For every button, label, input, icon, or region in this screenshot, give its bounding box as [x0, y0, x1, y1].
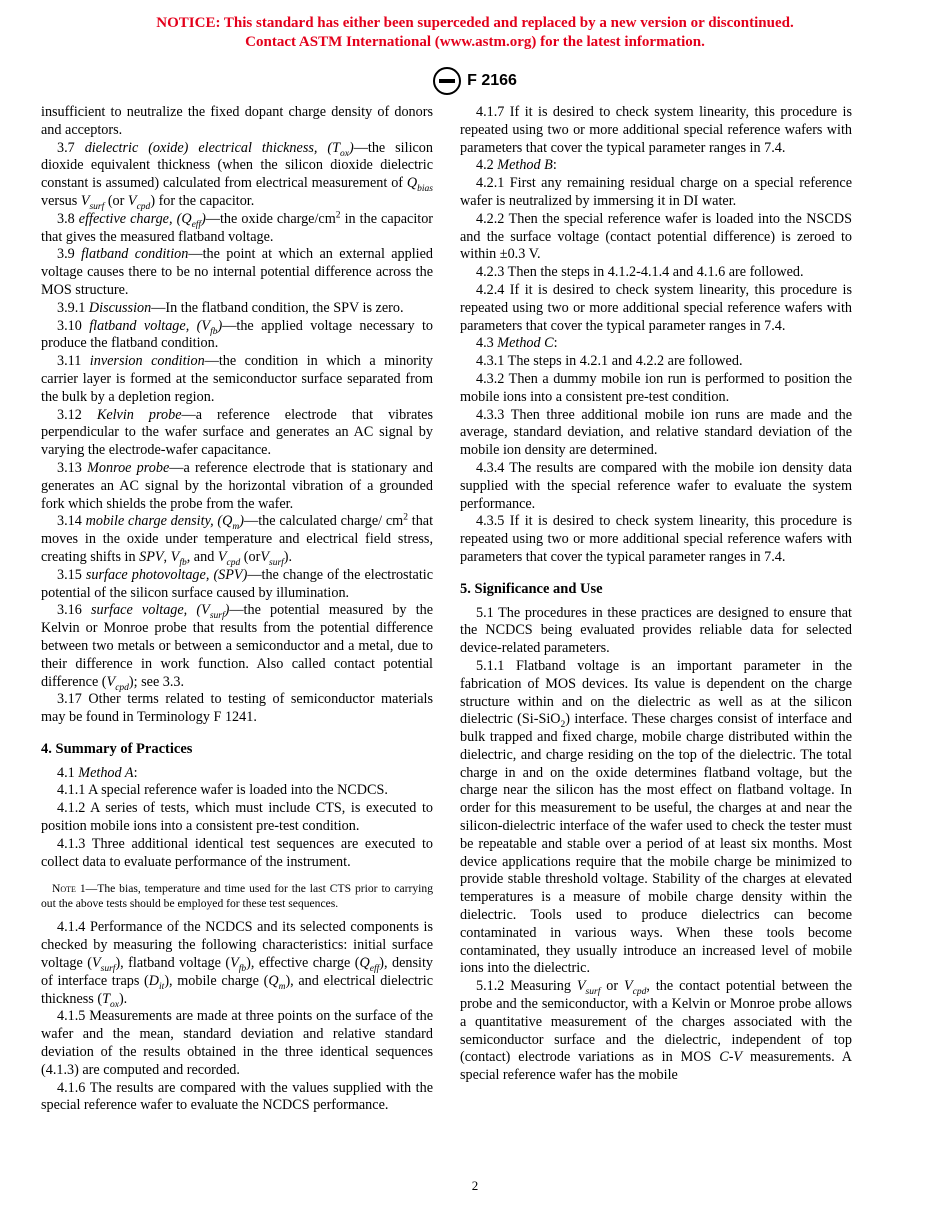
section-heading-4: 4. Summary of Practices: [41, 740, 193, 757]
definition-3-10: 3.10 flatband voltage, $(V_{fb})—the$ applied voltage necessary to produce the flatband condition.: [41, 317, 434, 352]
para-4-3-3: 4.3.3 Then three additional mobile ion runs are made and the average, standard deviation, and relative standard deviation of the mobile ion density are determined.: [460, 406, 852, 459]
para-4-1-3: 4.1.3 Three additional identical test sequences are executed to collect data to evaluate performance of the instrument.: [41, 835, 433, 870]
definition-3-7: 3.7 dielectric (oxide) electrical thickness, $(T_{ox})—the$ silicon dioxide equivalent thickness (when the silicon dioxide dielectric constant is assumed) calculated from electrical measurement of $Q_{bias}$ versus $V_{surf}$ (or $V_{cpd}$) for the capacitor.: [41, 139, 433, 212]
left-column: [41, 104, 433, 1115]
para-4-1-7: 4.1.7 If it is desired to check system linearity, this procedure is repeated using two or more additional special reference wafers with parameters that cover the typical parameter ranges in 7.4.: [460, 104, 852, 156]
para-4-2-2: 4.2.2 Then the special reference wafer is loaded into the NSCDS and the surface voltage (contact potential difference) is zeroed to within ±0.3 V.: [460, 210, 852, 263]
para-4-1-1: 4.1.1 A special reference wafer is loaded into the NCDCS.: [57, 782, 388, 799]
section-heading-5: 5. Significance and Use: [460, 580, 603, 597]
designation: F 2166: [467, 72, 517, 90]
definition-3-13: 3.13 Monroe probe—a reference electrode that is stationary and generates an AC signal by the horizontal vibration of a grounded fork which shields the probe from the wafer.: [41, 459, 434, 512]
page-number: 2: [471, 1178, 479, 1193]
para-5-1-1: 5.1.1 Flatband voltage is an important parameter in the fabrication of MOS devices. Its value is dependent on the charge structure within and on the dielectric as well as at the silicon dielectric (Si-SiO$_2$) interface. These charges consist of interface and bulk trapped and fixed charge, mobile charge distributed within the dielectric, and charge residing on the top of the dielectric. The total charge in and on the oxide determines flatband voltage, but the charge near the silicon has the most effect on flatband voltage. In order for this measurement to be useful, the charges at and near the silicon-dielectric interface of the wafer used to check the tester must be repeatable and stable over a period of at least six months. Most device applications require that the mobile charge be minimized to provide stable threshold voltage. Stability of the charges at elevated temperatures is a measure of mobile charge density within the dielectric. Tools used to produce dielectrics can become contaminated in various ways. When these tools become contaminated, they usually introduce an increased level of mobile ions into the dielectric.: [460, 657, 853, 977]
astm-logo-icon: [433, 67, 461, 95]
definition-3-16: 3.16 surface voltage, $(V_{surf})—the$ potential measured by the Kelvin or Monroe probe that results from the potential difference between two metals or between a semiconductor and a metal, due to their difference in work function. Also called contact potential difference $(V_{cpd})$; see 3.3.: [41, 602, 434, 693]
para-4-2: 4.2 Method B:: [476, 157, 557, 174]
definition-3-8: 3.8 effective charge, $(Q_{eff})—the$ oxide charge/$cm^2$ in the capacitor that gives the measured flatband voltage.: [41, 210, 434, 245]
right-column: [460, 104, 852, 1085]
definition-3-17: 3.17 Other terms related to testing of semiconductor materials may be found in Terminology F 1241.: [41, 691, 433, 726]
definition-3-15: 3.15 surface photovoltage, (SPV)—the change of the electrostatic potential of the silicon surface caused by illumination.: [41, 566, 433, 601]
page-header: [0, 67, 950, 95]
para-5-1-2: 5.1.2 Measuring $V_{surf}$ or $V_{cpd}$, the contact potential between the probe and the semiconductor, with a Kelvin or Monroe probe allows a quantitative measurement of the charges associated with the semiconductor surface and the dielectric, independent of top (contact) electrode variations as in MOS C-V measurements. A special reference wafer has the mobile: [460, 978, 853, 1084]
para-4-3-5: 4.3.5 If it is desired to check system linearity, this procedure is repeated using two or more additional special reference wafers with parameters that cover the typical parameter ranges in 7.4.: [460, 513, 852, 565]
para-4-2-4: 4.2.4 If it is desired to check system linearity, this procedure is repeated using two or more additional special reference wafers with parameters that cover the typical parameter ranges in 7.4.: [460, 281, 852, 334]
definition-3-12: 3.12 Kelvin probe—a reference electrode that vibrates perpendicular to the wafer surface and generates an AC signal by varying the electrode-wafer capacitance.: [41, 406, 434, 459]
para-4-3-4: 4.3.4 The results are compared with the mobile ion density data supplied with the special reference wafer to evaluate the system performance.: [460, 459, 852, 512]
definition-3-11: 3.11 inversion condition—the condition in which a minority carrier layer is formed at the semiconductor surface separated from the bulk by a depletion region.: [41, 353, 434, 405]
notice-line-2: Contact ASTM International (www.astm.org) for the latest information.: [245, 34, 705, 50]
notice-banner: [0, 14, 950, 52]
note-1: Note 1—The bias, temperature and time used for the last CTS prior to carrying out the above tests should be employed for these test sequences.: [41, 882, 433, 911]
paragraph-continuation: insufficient to neutralize the fixed dopant charge density of donors and acceptors.: [41, 104, 433, 138]
definition-3-9: 3.9 flatband condition—the point at which an external applied voltage causes there to be no internal potential difference across the MOS structure.: [41, 246, 434, 298]
para-4-1-6: 4.1.6 The results are compared with the values supplied with the special reference wafer to evaluate the NCDCS performance.: [41, 1079, 433, 1114]
para-4-1-4: 4.1.4 Performance of the NCDCS and its selected components is checked by measuring the following characteristics: initial surface voltage $(V_{surf})$, flatband voltage $(V_{fb})$, effective charge $(Q_{eff})$, density of interface traps $(D_{it})$, mobile charge $(Q_m)$, and electrical dielectric thickness $(T_{ox})$.: [41, 919, 433, 1010]
para-4-3-2: 4.3.2 Then a dummy mobile ion run is performed to position the mobile ions into a consistent pre-test condition.: [460, 370, 852, 405]
definition-3-9-1: 3.9.1 Discussion—In the flatband condition, the SPV is zero.: [57, 299, 404, 316]
para-4-1: 4.1 Method A:: [57, 764, 138, 781]
para-4-3: 4.3 Method C:: [476, 335, 558, 352]
para-4-1-5: 4.1.5 Measurements are made at three points on the surface of the wafer and the mean, standard deviation and relative standard deviation of the results obtained in the three identical sequences (4.1.3) are computed and recorded.: [41, 1008, 433, 1078]
definition-3-14: 3.14 mobile charge density, $(Q_m)—the$ calculated charge/ $cm^2$ that moves in the oxide under temperature and electrical field stress, creating shifts in SPV, $V_{fb}$, and $V_{cpd}$ (orV$_{surf}$).: [41, 512, 434, 568]
para-4-1-2: 4.1.2 A series of tests, which must include CTS, is executed to position mobile ions into a consistent pre-test condition.: [41, 800, 433, 835]
para-5-1: 5.1 The procedures in these practices are designed to ensure that the NCDCS being evaluated provides reliable data for selected device-related parameters.: [460, 604, 852, 657]
notice-line-1: NOTICE: This standard has either been superceded and replaced by a new version or discontinued.: [156, 15, 794, 31]
para-4-3-1: 4.3.1 The steps in 4.2.1 and 4.2.2 are followed.: [476, 353, 743, 370]
para-4-2-1: 4.2.1 First any remaining residual charge on a special reference wafer is neutralized by immersing it in DI water.: [460, 175, 852, 209]
para-4-2-3: 4.2.3 Then the steps in 4.1.2-4.1.4 and 4.1.6 are followed.: [476, 264, 804, 281]
